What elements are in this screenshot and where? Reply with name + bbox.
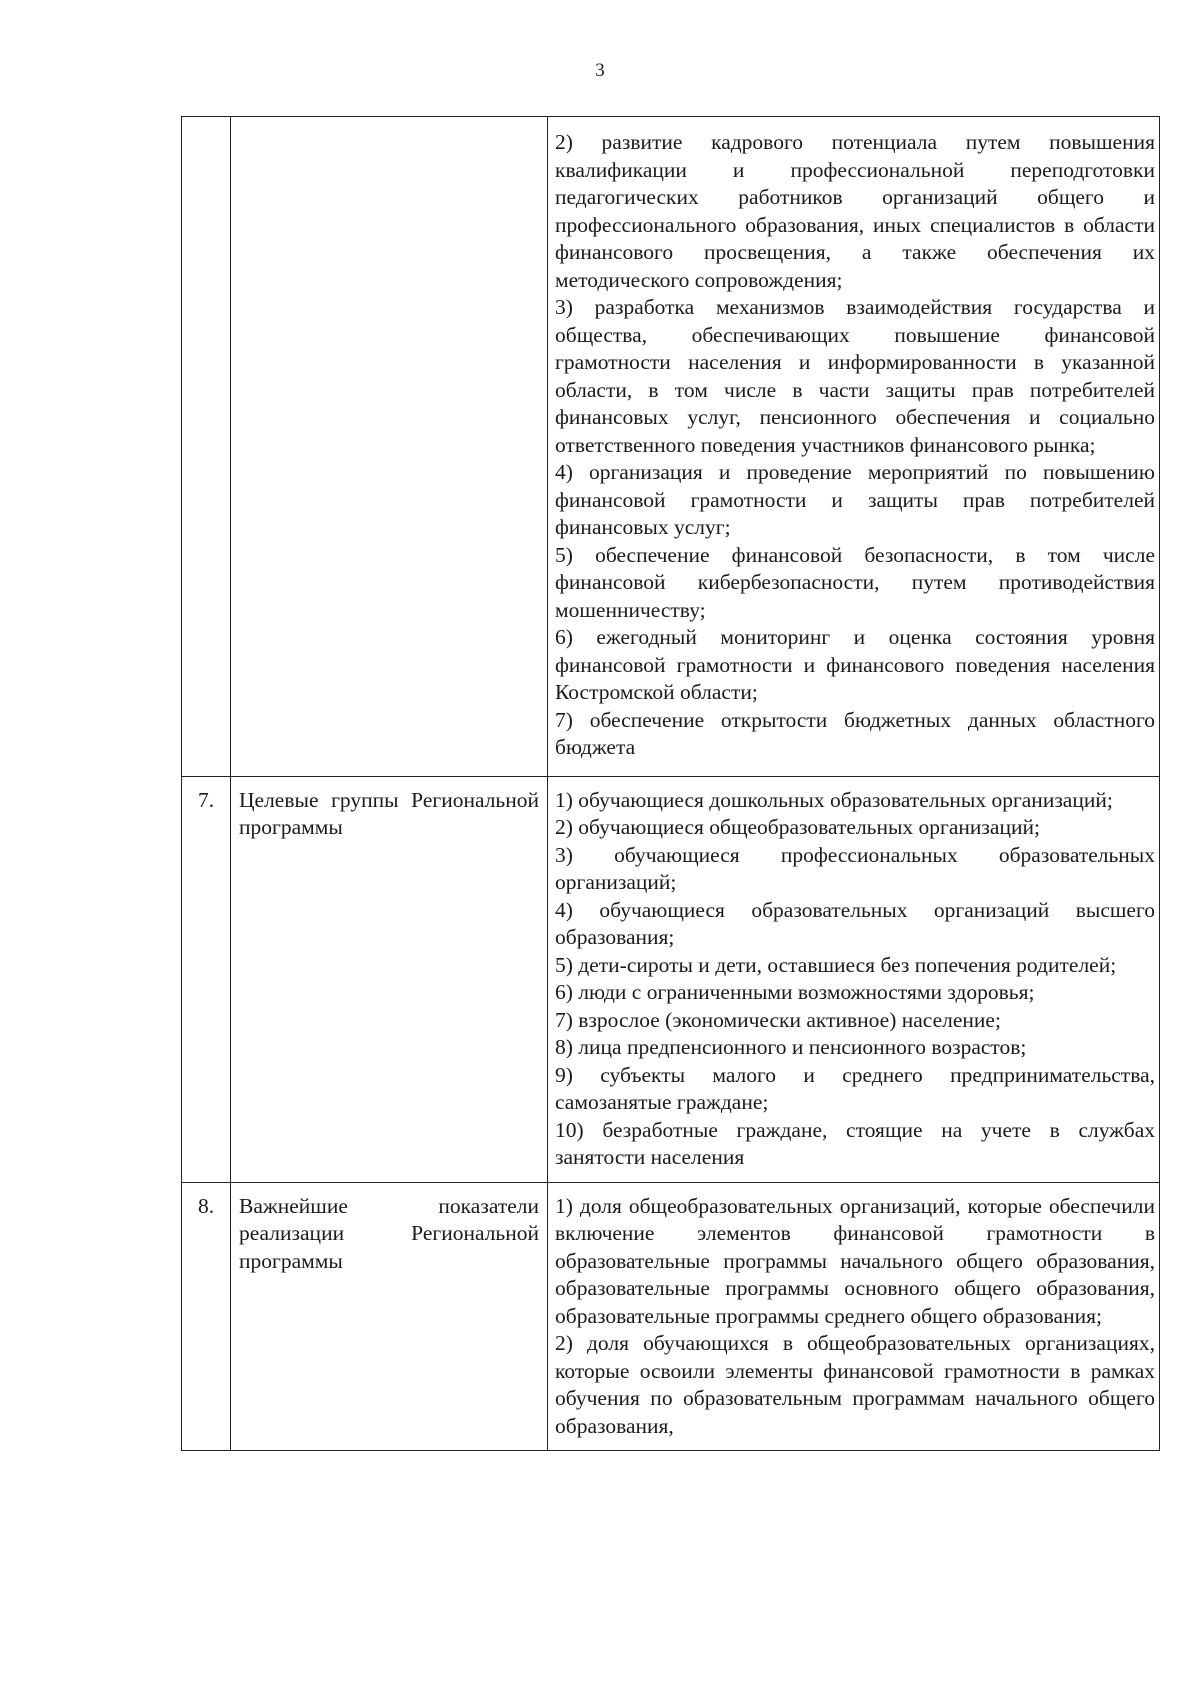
row-number — [182, 117, 231, 777]
row-content — [548, 1182, 1160, 1451]
program-table — [181, 116, 1160, 1451]
list-item: 4) организация и проведение мероприятий по повышению финансовой грамотности и защиты прав потребителей финансовых услуг; — [555, 460, 1155, 539]
row-content — [548, 776, 1160, 1182]
list-item: 2) развитие кадрового потенциала путем повышения квалификации и профессиональной переподготовки педагогических работников организаций общего и профессионального образования, иных специалистов в области финансового просвещения, а также обеспечения их методического сопровождения; — [555, 130, 1155, 292]
row-title: Важнейшие показатели реализации Региональной программы — [231, 1182, 548, 1451]
list-item: 5) обеспечение финансовой безопасности, в том числе финансовой кибербезопасности, путем противодействия мошенничеству; — [555, 542, 1155, 622]
list-item: 1) обучающиеся дошкольных образовательных организаций; — [555, 787, 1113, 812]
list-item: 10) безработные граждане, стоящие на учете в службах занятости населения — [555, 1117, 1155, 1169]
list-item: 1) доля общеобразовательных организаций, которые обеспечили включение элементов финансовой грамотности в образовательные программы начального общего образования, образовательные программы основного общего образования, образовательные программы среднего общего образования; — [555, 1193, 1155, 1328]
table-row — [182, 776, 1160, 1182]
row-title: Целевые группы Региональной программы — [231, 776, 548, 1182]
page-number: 3 — [595, 60, 605, 81]
list-item: 6) ежегодный мониторинг и оценка состояния уровня финансовой грамотности и финансового поведения населения Костромской области; — [555, 625, 1155, 704]
list-item: 3) разработка механизмов взаимодействия государства и общества, обеспечивающих повышение финансовой грамотности населения и информированности в указанной области, в том числе в части защиты прав потребителей финансовых услуг, пенсионного обеспечения и социально ответственного поведения участников финансового рынка; — [555, 295, 1155, 457]
table-row — [182, 117, 1160, 777]
list-item: 2) доля обучающихся в общеобразовательных организациях, которые освоили элементы финансовой грамотности в рамках обучения по образовательным программам начального общего образования, — [555, 1331, 1155, 1438]
row-title — [231, 117, 548, 777]
row-number: 7. — [182, 776, 231, 1182]
list-item: 5) дети-сироты и дети, оставшиеся без попечения родителей; — [555, 952, 1117, 977]
list-item: 7) обеспечение открытости бюджетных данных областного бюджета — [555, 707, 1155, 759]
list-item: 2) обучающиеся общеобразовательных организаций; — [555, 815, 1040, 839]
list-item: 8) лица предпенсионного и пенсионного возрастов; — [555, 1035, 1027, 1059]
table-row — [182, 1182, 1160, 1451]
list-item: 4) обучающиеся образовательных организаций высшего образования; — [555, 897, 1155, 949]
row-content — [548, 117, 1160, 777]
list-item: 7) взрослое (экономически активное) население; — [555, 1007, 1001, 1032]
list-item: 6) люди с ограниченными возможностями здоровья; — [555, 980, 1035, 1004]
row-number: 8. — [182, 1182, 231, 1451]
list-item: 3) обучающиеся профессиональных образовательных организаций; — [555, 842, 1155, 894]
list-item: 9) субъекты малого и среднего предпринимательства, самозанятые граждане; — [555, 1062, 1155, 1114]
